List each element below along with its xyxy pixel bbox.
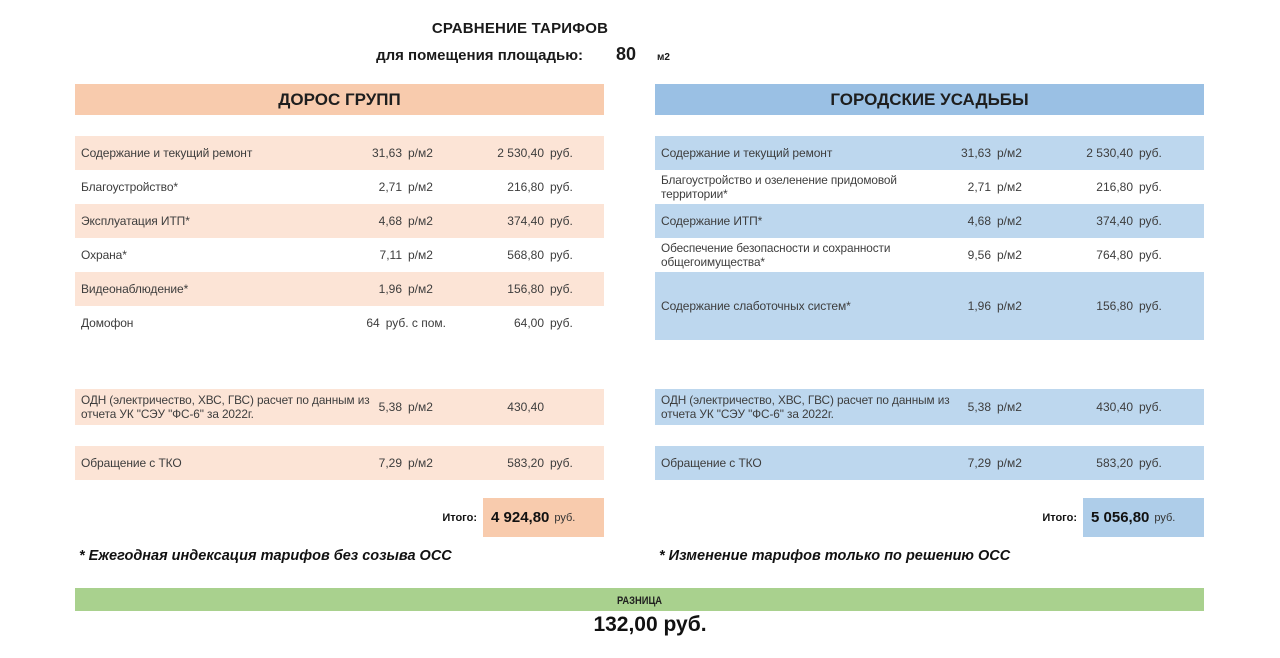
amount-unit: руб. xyxy=(1139,180,1162,194)
amount-unit: руб. xyxy=(550,248,573,262)
total-label: Итого: xyxy=(1042,511,1077,524)
rate-cell xyxy=(294,248,446,262)
rate-value: 9,56 xyxy=(967,248,991,262)
amount-unit: руб. xyxy=(1139,456,1162,470)
rate-unit: р/м2 xyxy=(408,180,433,194)
total-unit: руб. xyxy=(554,511,576,524)
amount-cell xyxy=(1035,146,1177,160)
amount-cell xyxy=(1035,214,1177,228)
amount-value: 568,80 xyxy=(507,248,544,262)
doros-total-row xyxy=(75,498,604,537)
rate-value: 1,96 xyxy=(967,299,991,313)
total-box xyxy=(483,498,604,537)
amount-cell xyxy=(446,180,588,194)
amount-cell xyxy=(1035,400,1177,414)
total-unit: руб. xyxy=(1154,511,1176,524)
rate-unit: р/м2 xyxy=(408,400,433,414)
row-label: Обращение с ТКО xyxy=(661,456,762,470)
rate-value: 5,38 xyxy=(378,400,402,414)
total-box xyxy=(1083,498,1204,537)
rate-unit: р/м2 xyxy=(408,146,433,160)
amount-cell xyxy=(446,316,588,330)
rate-unit: р/м2 xyxy=(997,180,1022,194)
rate-unit: р/м2 xyxy=(408,214,433,228)
row-label: Содержание ИТП* xyxy=(661,214,763,228)
row-label: Эксплуатация ИТП* xyxy=(81,214,190,228)
amount-value: 156,80 xyxy=(507,282,544,296)
amount-cell xyxy=(446,248,588,262)
amount-unit: руб. xyxy=(1139,146,1162,160)
area-value: 80 xyxy=(616,44,637,64)
table-row xyxy=(655,389,1204,425)
rate-cell xyxy=(968,180,1035,194)
table-row xyxy=(75,136,604,170)
row-label: Содержание и текущий ремонт xyxy=(81,146,253,160)
amount-cell xyxy=(446,146,588,160)
table-row xyxy=(75,306,604,340)
amount-value: 430,40 xyxy=(1096,400,1133,414)
amount-unit: руб. xyxy=(550,282,573,296)
amount-value: 2 530,40 xyxy=(497,146,544,160)
row-label: Благоустройство* xyxy=(81,180,178,194)
amount-value: 583,20 xyxy=(507,456,544,470)
table-row xyxy=(655,446,1204,480)
rate-cell xyxy=(379,400,446,414)
rate-unit: р/м2 xyxy=(408,456,433,470)
doros-group-header: ДОРОС ГРУПП xyxy=(75,84,604,115)
rate-cell xyxy=(294,282,446,296)
row-label: Домофон xyxy=(81,316,134,330)
amount-unit: руб. xyxy=(1139,214,1162,228)
amount-value: 374,40 xyxy=(507,214,544,228)
amount-unit: руб. xyxy=(1139,299,1162,313)
total-value: 5 056,80 xyxy=(1091,509,1150,526)
rate-value: 2,71 xyxy=(378,180,402,194)
rate-value: 4,68 xyxy=(967,214,991,228)
table-row xyxy=(75,204,604,238)
difference-bar-label: РАЗНИЦА xyxy=(616,595,663,607)
rate-cell xyxy=(883,214,1035,228)
rate-unit: р/м2 xyxy=(408,282,433,296)
amount-cell xyxy=(446,214,588,228)
rate-cell xyxy=(968,248,1035,262)
rate-value: 7,11 xyxy=(379,248,402,262)
amount-unit: руб. xyxy=(1139,400,1162,414)
amount-value: 374,40 xyxy=(1096,214,1133,228)
doros-group-rows xyxy=(75,136,604,480)
area-label: для помещения площадью: xyxy=(376,47,583,64)
usadby-total-row xyxy=(655,498,1204,537)
row-label: ОДН (электричество, ХВС, ГВС) расчет по данным из отчета УК "СЭУ "ФС-6" за 2022г. xyxy=(661,393,950,421)
row-label: Содержание и текущий ремонт xyxy=(661,146,833,160)
rate-unit: р/м2 xyxy=(997,400,1022,414)
rate-unit: р/м2 xyxy=(997,248,1022,262)
table-row xyxy=(655,272,1204,340)
table-row xyxy=(75,446,604,480)
rate-value: 7,29 xyxy=(378,456,402,470)
amount-cell xyxy=(446,400,588,414)
doros-group-table xyxy=(75,84,604,564)
rate-cell xyxy=(294,214,446,228)
rate-cell xyxy=(968,400,1035,414)
amount-value: 64,00 xyxy=(513,316,544,330)
doros-footnote: * Ежегодная индексация тарифов без созыва ОСС xyxy=(79,548,452,564)
rate-value: 1,96 xyxy=(378,282,402,296)
rate-value: 31,63 xyxy=(371,146,402,160)
rate-value: 5,38 xyxy=(967,400,991,414)
amount-unit: руб. xyxy=(550,316,573,330)
table-row xyxy=(75,389,604,425)
amount-unit: руб. xyxy=(550,146,573,160)
rate-cell xyxy=(294,316,446,330)
difference-bar xyxy=(75,588,1204,611)
rate-cell xyxy=(294,456,446,470)
amount-unit: руб. xyxy=(550,456,573,470)
amount-unit: руб. xyxy=(550,214,573,228)
rate-value: 64 xyxy=(366,316,380,330)
table-row xyxy=(655,238,1204,272)
row-label: Видеонаблюдение* xyxy=(81,282,189,296)
rate-cell xyxy=(883,456,1035,470)
difference-value: 132,00 руб. xyxy=(593,613,707,636)
amount-cell xyxy=(1035,299,1177,313)
table-row xyxy=(655,204,1204,238)
rate-value: 4,68 xyxy=(378,214,402,228)
amount-cell xyxy=(1035,180,1177,194)
rate-cell xyxy=(883,146,1035,160)
rate-unit: руб. с пом. xyxy=(385,316,446,330)
amount-cell xyxy=(446,456,588,470)
amount-cell xyxy=(1035,248,1177,262)
table-row xyxy=(75,238,604,272)
rate-unit: р/м2 xyxy=(997,456,1022,470)
rate-unit: р/м2 xyxy=(408,248,433,262)
area-unit: м2 xyxy=(657,52,670,63)
total-label: Итого: xyxy=(442,511,477,524)
rate-unit: р/м2 xyxy=(997,299,1022,313)
rate-cell xyxy=(294,146,446,160)
amount-unit: руб. xyxy=(1139,248,1162,262)
rate-unit: р/м2 xyxy=(997,214,1022,228)
row-label: Обращение с ТКО xyxy=(81,456,182,470)
amount-value: 583,20 xyxy=(1096,456,1133,470)
amount-value: 430,40 xyxy=(507,400,544,414)
gorodskie-usadby-header: ГОРОДСКИЕ УСАДЬБЫ xyxy=(655,84,1204,115)
gorodskie-usadby-table xyxy=(655,84,1204,564)
page-title: СРАВНЕНИЕ ТАРИФОВ xyxy=(431,20,609,37)
rate-value: 31,63 xyxy=(960,146,991,160)
table-row xyxy=(75,170,604,204)
table-row xyxy=(75,272,604,306)
row-label: Благоустройство и озеленение придомовой территории* xyxy=(661,173,897,201)
gorodskie-usadby-rows xyxy=(655,136,1204,480)
amount-value: 764,80 xyxy=(1096,248,1133,262)
amount-cell xyxy=(446,282,588,296)
rate-value: 2,71 xyxy=(967,180,991,194)
row-label: Обеспечение безопасности и сохранности общегоимущества* xyxy=(661,241,891,269)
row-label: ОДН (электричество, ХВС, ГВС) расчет по данным из отчета УК "СЭУ "ФС-6" за 2022г. xyxy=(81,393,370,421)
rate-unit: р/м2 xyxy=(997,146,1022,160)
amount-unit: руб. xyxy=(550,180,573,194)
table-row xyxy=(655,136,1204,170)
total-value: 4 924,80 xyxy=(491,509,550,526)
rate-value: 7,29 xyxy=(967,456,991,470)
amount-cell xyxy=(1035,456,1177,470)
amount-value: 2 530,40 xyxy=(1086,146,1133,160)
rate-cell xyxy=(294,180,446,194)
amount-value: 216,80 xyxy=(1096,180,1133,194)
usadby-footnote: * Изменение тарифов только по решению ОСС xyxy=(659,548,1011,564)
row-label: Содержание слаботочных систем* xyxy=(661,299,851,313)
amount-value: 156,80 xyxy=(1096,299,1133,313)
amount-value: 216,80 xyxy=(507,180,544,194)
table-row xyxy=(655,170,1204,204)
rate-cell xyxy=(883,299,1035,313)
row-label: Охрана* xyxy=(81,248,127,262)
